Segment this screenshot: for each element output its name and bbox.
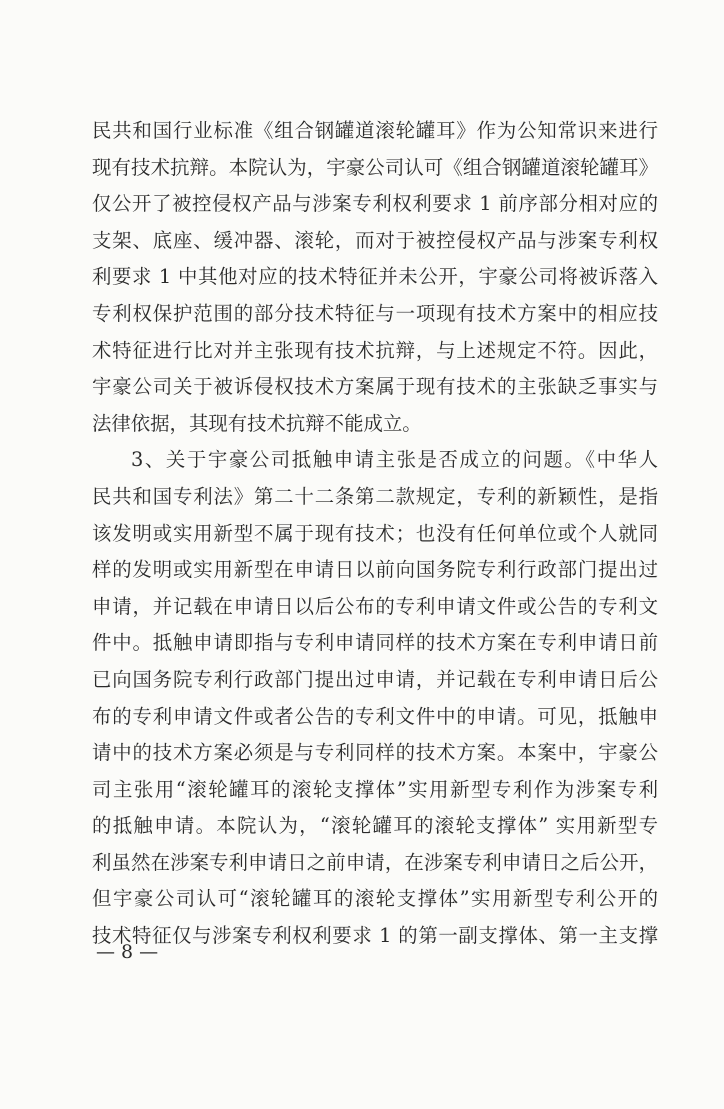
text-line: 仅公开了被控侵权产品与涉案专利权利要求 1 前序部分相对应的 (92, 192, 658, 216)
text-line: 专利权保护范围的部分技术特征与一项现有技术方案中的相应技 (92, 301, 658, 325)
text-line: 民共和国行业标准《组合钢罐道滚轮罐耳》作为公知常识来进行 (92, 119, 658, 142)
text-line: 利虽然在涉案专利申请日之前申请，在涉案专利申请日之后公开， (92, 850, 658, 874)
text-line: 利要求 1 中其他对应的技术特征并未公开，宇豪公司将被诉落入 (92, 265, 658, 289)
text-line: 现有技术抗辩。本院认为，宇豪公司认可《组合钢罐道滚轮罐耳》 (92, 155, 658, 179)
text-line: 民共和国专利法》第二十二条第二款规定，专利的新颖性，是指 (92, 484, 658, 508)
text-line: 宇豪公司关于被诉侵权技术方案属于现有技术的主张缺乏事实与 (92, 375, 658, 399)
text-line: 样的发明或实用新型在申请日以前向国务院专利行政部门提出过 (92, 558, 658, 582)
text-line-paragraph-start: 3、关于宇豪公司抵触申请主张是否成立的问题。《中华人 (131, 448, 658, 472)
text-line: 件中。抵触申请即指与专利申请同样的技术方案在专利申请日前 (92, 631, 658, 655)
text-line: 的抵触申请。本院认为，“滚轮罐耳的滚轮支撑体” 实用新型专 (92, 814, 658, 838)
text-line: 术特征进行比对并主张现有技术抗辩，与上述规定不符。因此， (92, 338, 658, 362)
page-number: — 8 — (96, 941, 159, 963)
text-line: 支架、底座、缓冲器、滚轮，而对于被控侵权产品与涉案专利权 (92, 228, 658, 252)
text-line: 该发明或实用新型不属于现有技术；也没有任何单位或个人就同 (92, 521, 658, 545)
text-line: 司主张用“滚轮罐耳的滚轮支撑体”实用新型专利作为涉案专利 (92, 777, 658, 801)
text-line: 布的专利申请文件或者公告的专利文件中的申请。可见，抵触申 (92, 704, 658, 728)
text-line: 请中的技术方案必须是与专利同样的技术方案。本案中，宇豪公 (92, 741, 658, 765)
text-line: 技术特征仅与涉案专利权利要求 1 的第一副支撑体、第一主支撑 (92, 924, 658, 948)
text-line: 但宇豪公司认可“滚轮罐耳的滚轮支撑体”实用新型专利公开的 (92, 887, 658, 911)
text-line: 申请，并记载在申请日以后公布的专利申请文件或公告的专利文 (92, 594, 658, 618)
text-line: 已向国务院专利行政部门提出过申请，并记载在专利申请日后公 (92, 667, 658, 691)
body-text (92, 113, 658, 955)
text-line-paragraph-end: 法律依据，其现有技术抗辩不能成立。 (92, 411, 422, 435)
